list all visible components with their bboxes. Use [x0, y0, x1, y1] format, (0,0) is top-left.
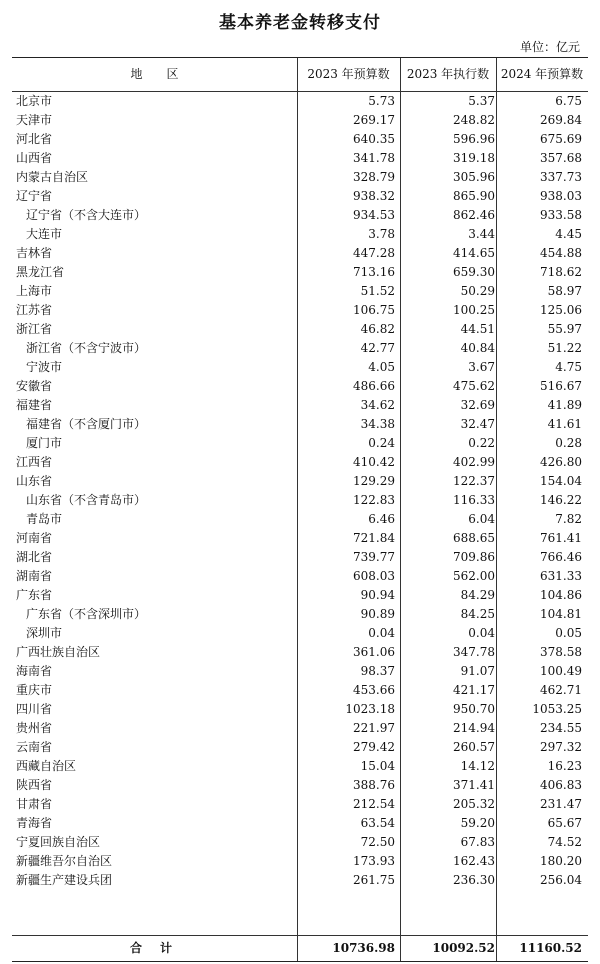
value-2023-actual: 44.51: [460, 322, 495, 336]
table-row: [12, 472, 588, 491]
value-2023-budget: 98.37: [360, 664, 395, 678]
region-name: 福建省（不含厦门市）: [26, 417, 147, 431]
value-2024-budget: 337.73: [540, 170, 582, 184]
value-2023-budget: 90.89: [360, 607, 395, 621]
value-2024-budget: 100.49: [540, 664, 582, 678]
value-2023-budget: 713.16: [353, 265, 395, 279]
region-name: 江苏省: [16, 303, 53, 317]
region-name: 青海省: [16, 816, 53, 830]
value-2024-budget: 516.67: [540, 379, 582, 393]
value-2023-actual: 214.94: [453, 721, 495, 735]
value-2023-budget: 938.32: [353, 189, 395, 203]
value-2023-actual: 950.70: [453, 702, 495, 716]
value-2024-budget: 766.46: [540, 550, 582, 564]
value-2023-actual: 371.41: [453, 778, 495, 792]
table-row: [12, 624, 588, 643]
table-row: [12, 301, 588, 320]
region-name: 福建省: [16, 398, 53, 412]
value-2023-actual: 248.82: [453, 113, 495, 127]
region-name: 宁夏回族自治区: [16, 835, 101, 849]
value-2023-actual: 402.99: [453, 455, 495, 469]
value-2023-actual: 260.57: [453, 740, 495, 754]
value-2023-actual: 709.86: [453, 550, 495, 564]
value-2023-actual: 5.37: [468, 94, 495, 108]
region-name: 新疆维吾尔自治区: [16, 854, 113, 868]
value-2024-budget: 4.45: [555, 227, 582, 241]
value-2024-budget: 41.61: [547, 417, 582, 431]
value-2023-actual: 91.07: [460, 664, 495, 678]
value-2023-actual: 32.47: [460, 417, 495, 431]
value-2023-actual: 84.25: [460, 607, 495, 621]
region-name: 四川省: [16, 702, 53, 716]
value-2023-actual: 862.46: [453, 208, 495, 222]
value-2024-budget: 378.58: [540, 645, 582, 659]
value-2023-actual: 562.00: [453, 569, 495, 583]
value-2024-budget: 74.52: [547, 835, 582, 849]
value-2023-budget: 3.78: [368, 227, 395, 241]
value-2023-actual: 319.18: [453, 151, 495, 165]
value-2023-budget: 269.17: [353, 113, 395, 127]
region-name: 重庆市: [16, 683, 53, 697]
region-name: 贵州省: [16, 721, 53, 735]
value-2024-budget: 718.62: [540, 265, 582, 279]
table-row: [12, 225, 588, 244]
region-name: 甘肃省: [16, 797, 53, 811]
value-2023-actual: 596.96: [453, 132, 495, 146]
value-2023-budget: 0.24: [368, 436, 395, 450]
table-row: [12, 168, 588, 187]
region-name: 天津市: [16, 113, 53, 127]
value-2024-budget: 462.71: [540, 683, 582, 697]
value-2024-budget: 125.06: [540, 303, 582, 317]
table-row: [12, 149, 588, 168]
value-2024-budget: 938.03: [540, 189, 582, 203]
value-2023-budget: 341.78: [353, 151, 395, 165]
value-2023-actual: 100.25: [453, 303, 495, 317]
value-2023-budget: 0.04: [368, 626, 395, 640]
value-2023-budget: 34.62: [360, 398, 395, 412]
header-2023-actual: 2023 年执行数: [406, 67, 490, 81]
value-2023-budget: 261.75: [353, 873, 395, 887]
value-2023-budget: 640.35: [353, 132, 395, 146]
table-row: [12, 757, 588, 776]
region-name: 河北省: [16, 132, 53, 146]
value-2024-budget: 104.86: [540, 588, 582, 602]
value-2023-actual: 475.62: [453, 379, 495, 393]
value-2024-budget: 4.75: [555, 360, 582, 374]
table-row: [12, 605, 588, 624]
value-2024-budget: 256.04: [540, 873, 582, 887]
value-2023-budget: 934.53: [353, 208, 395, 222]
value-2023-budget: 279.42: [353, 740, 395, 754]
value-2023-budget: 4.05: [368, 360, 395, 374]
value-2023-actual: 205.32: [453, 797, 495, 811]
table-row: [12, 529, 588, 548]
table-row: [12, 700, 588, 719]
header-2024-budget: 2024 年预算数: [500, 67, 584, 81]
region-name: 河南省: [16, 531, 53, 545]
value-2024-budget: 297.32: [540, 740, 582, 754]
table-row: [12, 586, 588, 605]
value-2023-budget: 42.77: [360, 341, 395, 355]
region-name: 海南省: [16, 664, 53, 678]
table-row: [12, 377, 588, 396]
table-body: [12, 92, 588, 890]
value-2023-budget: 129.29: [353, 474, 395, 488]
value-2023-budget: 106.75: [353, 303, 395, 317]
table-row: [12, 206, 588, 225]
value-2023-actual: 84.29: [460, 588, 495, 602]
region-name: 上海市: [16, 284, 53, 298]
table-row: [12, 795, 588, 814]
value-2024-budget: 6.75: [555, 94, 582, 108]
value-2023-actual: 347.78: [453, 645, 495, 659]
value-2023-actual: 305.96: [453, 170, 495, 184]
value-2023-budget: 361.06: [353, 645, 395, 659]
table-row: [12, 643, 588, 662]
table-row: [12, 852, 588, 871]
value-2023-actual: 3.67: [468, 360, 495, 374]
value-2023-actual: 40.84: [460, 341, 495, 355]
data-table: [12, 57, 588, 962]
total-2023-actual: 10092.52: [432, 941, 495, 955]
region-name: 深圳市: [26, 626, 63, 640]
region-name: 黑龙江省: [16, 265, 65, 279]
header-2023-budget: 2023 年预算数: [307, 67, 390, 81]
table-row: [12, 282, 588, 301]
value-2023-budget: 212.54: [353, 797, 395, 811]
region-name: 大连市: [26, 227, 63, 241]
table-row: [12, 434, 588, 453]
table-row: [12, 738, 588, 757]
region-name: 北京市: [16, 94, 53, 108]
value-2023-budget: 328.79: [353, 170, 395, 184]
value-2023-budget: 447.28: [353, 246, 395, 260]
value-2023-budget: 72.50: [360, 835, 395, 849]
value-2024-budget: 231.47: [540, 797, 582, 811]
region-name: 湖北省: [16, 550, 53, 564]
value-2023-budget: 6.46: [368, 512, 395, 526]
value-2024-budget: 675.69: [540, 132, 582, 146]
value-2023-actual: 162.43: [453, 854, 495, 868]
total-2024-budget: 11160.52: [519, 941, 582, 955]
table-row: [12, 833, 588, 852]
value-2023-budget: 721.84: [353, 531, 395, 545]
value-2023-budget: 608.03: [353, 569, 395, 583]
value-2024-budget: 55.97: [547, 322, 582, 336]
total-label: 合计: [130, 941, 191, 955]
value-2023-actual: 0.04: [468, 626, 495, 640]
table-row: [12, 358, 588, 377]
value-2023-actual: 122.37: [453, 474, 495, 488]
region-name: 山东省（不含青岛市）: [26, 493, 147, 507]
value-2023-budget: 122.83: [353, 493, 395, 507]
table-row: [12, 111, 588, 130]
table-row: [12, 567, 588, 586]
value-2024-budget: 180.20: [540, 854, 582, 868]
region-name: 广东省（不含深圳市）: [26, 607, 147, 621]
table-row: [12, 681, 588, 700]
value-2023-budget: 51.52: [360, 284, 395, 298]
total-row: [12, 936, 588, 961]
table-row: [12, 339, 588, 358]
region-name: 辽宁省（不含大连市）: [26, 208, 147, 222]
value-2024-budget: 0.05: [555, 626, 582, 640]
value-2023-actual: 3.44: [468, 227, 495, 241]
value-2023-budget: 173.93: [353, 854, 395, 868]
value-2024-budget: 7.82: [555, 512, 582, 526]
value-2023-budget: 739.77: [353, 550, 395, 564]
value-2023-actual: 14.12: [460, 759, 495, 773]
region-name: 辽宁省: [16, 189, 53, 203]
value-2023-budget: 90.94: [360, 588, 395, 602]
region-name: 浙江省（不含宁波市）: [26, 341, 147, 355]
value-2023-budget: 34.38: [360, 417, 395, 431]
value-2023-budget: 1023.18: [345, 702, 395, 716]
table-row: [12, 776, 588, 795]
value-2024-budget: 426.80: [540, 455, 582, 469]
region-name: 山东省: [16, 474, 53, 488]
value-2024-budget: 146.22: [540, 493, 582, 507]
value-2024-budget: 104.81: [540, 607, 582, 621]
value-2024-budget: 269.84: [540, 113, 582, 127]
value-2024-budget: 154.04: [540, 474, 582, 488]
region-name: 陕西省: [16, 778, 53, 792]
value-2023-budget: 410.42: [353, 455, 395, 469]
region-name: 内蒙古自治区: [16, 170, 89, 184]
value-2023-actual: 421.17: [453, 683, 495, 697]
table-row: [12, 415, 588, 434]
value-2023-budget: 15.04: [360, 759, 395, 773]
value-2024-budget: 631.33: [540, 569, 582, 583]
table-row: [12, 320, 588, 339]
value-2024-budget: 234.55: [540, 721, 582, 735]
value-2023-actual: 32.69: [460, 398, 495, 412]
value-2023-actual: 0.22: [468, 436, 495, 450]
table-row: [12, 130, 588, 149]
value-2023-actual: 414.65: [453, 246, 495, 260]
region-name: 厦门市: [26, 436, 63, 450]
table-row: [12, 263, 588, 282]
value-2024-budget: 406.83: [540, 778, 582, 792]
region-name: 青岛市: [26, 512, 63, 526]
value-2024-budget: 41.89: [547, 398, 582, 412]
value-2023-actual: 688.65: [453, 531, 495, 545]
region-name: 西藏自治区: [16, 759, 77, 773]
unit-label: 单位：亿元: [519, 40, 580, 54]
region-name: 山西省: [16, 151, 53, 165]
value-2023-budget: 46.82: [360, 322, 395, 336]
table-row: [12, 491, 588, 510]
table-row: [12, 510, 588, 529]
value-2023-budget: 486.66: [353, 379, 395, 393]
value-2023-actual: 236.30: [453, 873, 495, 887]
table-row: [12, 871, 588, 890]
table-row: [12, 453, 588, 472]
table-row: [12, 814, 588, 833]
value-2023-budget: 221.97: [353, 721, 395, 735]
value-2023-actual: 59.20: [460, 816, 495, 830]
value-2024-budget: 357.68: [540, 151, 582, 165]
total-2023-budget: 10736.98: [332, 941, 395, 955]
value-2024-budget: 1053.25: [532, 702, 582, 716]
region-name: 浙江省: [16, 322, 53, 336]
table-row: [12, 662, 588, 681]
table-row: [12, 244, 588, 263]
value-2023-actual: 67.83: [460, 835, 495, 849]
value-2023-budget: 5.73: [368, 94, 395, 108]
region-name: 湖南省: [16, 569, 53, 583]
value-2023-actual: 659.30: [453, 265, 495, 279]
value-2024-budget: 933.58: [540, 208, 582, 222]
region-name: 云南省: [16, 740, 53, 754]
value-2024-budget: 0.28: [555, 436, 582, 450]
value-2024-budget: 761.41: [540, 531, 582, 545]
value-2023-actual: 6.04: [468, 512, 495, 526]
region-name: 江西省: [16, 455, 53, 469]
value-2023-budget: 388.76: [353, 778, 395, 792]
table-title: 基本养老金转移支付: [219, 13, 381, 33]
value-2023-actual: 865.90: [453, 189, 495, 203]
value-2024-budget: 454.88: [540, 246, 582, 260]
region-name: 宁波市: [26, 360, 63, 374]
value-2023-actual: 50.29: [460, 284, 495, 298]
region-name: 吉林省: [16, 246, 53, 260]
table-row: [12, 92, 588, 111]
value-2024-budget: 16.23: [547, 759, 582, 773]
table-row: [12, 396, 588, 415]
value-2024-budget: 51.22: [547, 341, 582, 355]
table-row: [12, 548, 588, 567]
table-row: [12, 719, 588, 738]
region-name: 广东省: [16, 588, 53, 602]
value-2024-budget: 65.67: [547, 816, 582, 830]
region-name: 广西壮族自治区: [16, 645, 101, 659]
value-2024-budget: 58.97: [547, 284, 582, 298]
value-2023-actual: 116.33: [453, 493, 495, 507]
value-2023-budget: 453.66: [353, 683, 395, 697]
header-region: 地 区: [130, 67, 179, 81]
region-name: 新疆生产建设兵团: [16, 873, 113, 887]
region-name: 安徽省: [16, 379, 53, 393]
table-row: [12, 187, 588, 206]
value-2023-budget: 63.54: [360, 816, 395, 830]
